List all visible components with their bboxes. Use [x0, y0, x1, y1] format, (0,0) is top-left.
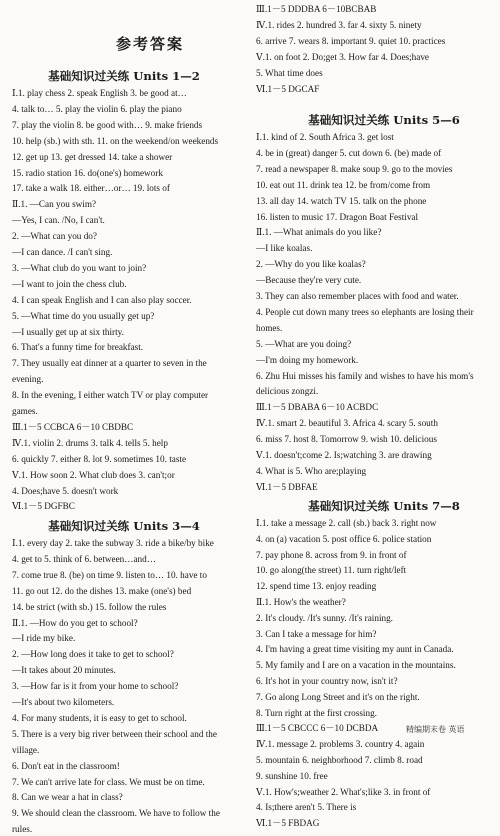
answer-line: 12. spend time 13. enjoy reading [256, 581, 377, 592]
answer-line: 5. —What are you doing? [256, 338, 352, 349]
answer-line: 7. play the violin 8. be good with… 9. make friends [12, 119, 203, 130]
answer-line: Ⅰ.1. take a message 2. call (sb.) back 3. right now [256, 518, 437, 528]
answer-line: 5. mountain 6. neighborhood 7. climb 8. road [256, 755, 423, 765]
answer-line: 3. —What club do you want to join? [12, 262, 147, 273]
answer-line: Ⅳ.1. rides 2. hundred 3. far 4. sixty 5. ninety [256, 19, 422, 30]
answer-line: 9. sunshine 10. free [256, 770, 328, 781]
answer-line: 8. Can we wear a hat in class? [12, 792, 123, 803]
answer-line: Ⅴ.1. on foot 2. Do;get 3. How far 4. Does;have [256, 51, 429, 62]
answer-line: 5. What time does [256, 67, 323, 78]
answer-line: —I can dance. /I can't sing. [12, 247, 113, 257]
answer-line: homes. [256, 322, 283, 333]
answer-line: Ⅲ.1－5 DDDBA 6－10BCBAB [256, 4, 377, 14]
section-heading: 基础知识过关练 Units 1—2 [48, 69, 200, 83]
answer-line: —I usually get up at six thirty. [12, 326, 124, 337]
page-footer: 精编期末卷 英语 [406, 725, 465, 734]
answer-line: Ⅰ.1. kind of 2. South Africa 3. get lost [256, 132, 394, 142]
section-heading: 基础知识过关练 Units 7—8 [308, 499, 460, 513]
answer-line: —Yes, I can. /No, I can't. [12, 215, 105, 226]
answer-line: 4. Is;there aren't 5. There is [256, 802, 357, 813]
answer-line: 4. What is 5. Who are;playing [256, 465, 367, 476]
answer-line: 7. come true 8. (be) on time 9. listen to… 10. have to [12, 569, 207, 580]
answer-line: 7. We can't arrive late for class. We must be on time. [12, 776, 205, 787]
answer-line: Ⅲ.1－5 DBABA 6－10 ACBDC [256, 402, 379, 413]
answer-line: 2. —How long does it take to get to school? [12, 649, 174, 660]
answer-line: 8. In the evening, I either watch TV or play computer [12, 390, 209, 401]
answer-line: Ⅱ.1. How's the weather? [256, 597, 346, 607]
answer-line: 7. read a newspaper 8. make soup 9. go to the movies [256, 163, 453, 174]
answer-line: 11. go out 12. do the dishes 13. make (one's) bed [12, 585, 192, 596]
answer-line: 16. listen to music 17. Dragon Boat Festival [256, 211, 419, 222]
answer-line: 4. Does;have 5. doesn't work [12, 485, 119, 496]
answer-line: Ⅵ.1－5 DBFAE [256, 481, 318, 492]
answer-line: 12. get up 13. get dressed 14. take a shower [12, 151, 173, 162]
answer-line: village. [12, 744, 40, 755]
page-title: 参考答案 [115, 35, 184, 53]
answer-line: 15. radio station 16. do(one's) homework [12, 167, 163, 178]
answer-line: 6. It's hot in your country now, isn't it? [256, 676, 398, 686]
answer-line: 4. get to 5. think of 6. between…and… [12, 553, 156, 564]
answer-line: 4. People cut down many trees so elephants are losing their [256, 306, 474, 317]
answer-line: Ⅲ.1－5 CBCCC 6－10 DCBDA [256, 723, 379, 734]
answer-line: Ⅱ.1. —How do you get to school? [12, 617, 138, 628]
answer-line: 5. My family and I are on a vacation in the mountains. [256, 660, 456, 671]
answer-line: Ⅵ.1－5 DGFBC [12, 501, 75, 512]
answer-line: Ⅰ.1. play chess 2. speak English 3. be good at… [12, 88, 187, 98]
answer-line: 10. help (sb.) with sth. 11. on the weekend/on weekends [12, 135, 219, 146]
answer-line: 7. Go along Long Street and it's on the right. [256, 691, 420, 702]
answer-line: 10. eat out 11. drink tea 12. be from/come from [256, 179, 431, 190]
answer-line: 7. They usually eat dinner at a quarter to seven in the [12, 358, 207, 369]
answer-line: 2. —Why do you like koalas? [256, 259, 366, 270]
answer-line: Ⅳ.1. message 2. problems 3. country 4. again [256, 739, 425, 750]
answer-line: —It takes about 20 minutes. [12, 665, 116, 676]
answer-line: games. [12, 406, 38, 416]
answer-line: 17. take a walk 18. either…or… 19. lots of [12, 183, 170, 194]
answer-line: 5. —What time do you usually get up? [12, 310, 155, 321]
answer-line: 13. all day 14. watch TV 15. talk on the phone [256, 195, 427, 206]
answer-line: Ⅴ.1. How's;weather 2. What's;like 3. in front of [256, 786, 431, 797]
answer-line: —Because they're very cute. [256, 275, 362, 286]
answer-line: 4. talk to… 5. play the violin 6. play the piano [12, 103, 182, 114]
answer-line: 6. quickly 7. either 8. lot 9. sometimes 10. taste [12, 453, 187, 464]
answer-line: 4. I'm having a great time visiting my aunt in Canada. [256, 644, 454, 655]
answer-line: —I want to join the chess club. [12, 278, 127, 289]
answer-line: Ⅵ.1－5 FBDAG [256, 818, 320, 829]
section-heading: 基础知识过关练 Units 3—4 [48, 519, 200, 533]
answer-line: 14. be strict (with sb.) 15. follow the rules [12, 601, 167, 612]
answer-line: 2. It's cloudy. /It's sunny. /It's raining. [256, 612, 393, 623]
section-heading: 基础知识过关练 Units 5—6 [308, 113, 460, 127]
answer-line: rules. [12, 824, 33, 835]
answer-line: 4. For many students, it is easy to get to school. [12, 712, 187, 723]
answer-line: Ⅱ.1. —What animals do you like? [256, 227, 382, 238]
answer-line: 7. pay phone 8. across from 9. in front of [256, 549, 407, 560]
answer-line: 6. Don't eat in the classroom! [12, 760, 120, 771]
answer-line: 4. I can speak English and I can also play soccer. [12, 294, 192, 305]
answer-line: 9. We should clean the classroom. We have to follow the [12, 808, 220, 819]
answer-line: evening. [12, 374, 44, 385]
answer-line: —It's about two kilometers. [12, 697, 115, 707]
answer-line: —I'm doing my homework. [256, 354, 359, 365]
answer-line: 3. Can I take a message for him? [256, 628, 377, 639]
answer-line: Ⅳ.1. violin 2. drums 3. talk 4. tells 5. help [12, 437, 168, 448]
answer-line: Ⅴ.1. doesn't;come 2. Is;watching 3. are drawing [256, 450, 432, 460]
answer-line: 3. They can also remember places with food and water. [256, 291, 459, 301]
answer-line: —I ride my bike. [12, 633, 76, 644]
answer-line: 6. miss 7. host 8. Tomorrow 9. wish 10. delicious [256, 434, 437, 445]
answer-line: Ⅵ.1－5 DGCAF [256, 83, 320, 94]
answer-line: —I like koalas. [256, 243, 313, 254]
answer-line: 6. arrive 7. wears 8. important 9. quiet 10. practices [256, 35, 446, 46]
answer-line: 2. —What can you do? [12, 231, 97, 242]
answer-line: Ⅱ.1. —Can you swim? [12, 199, 97, 210]
answer-line: Ⅳ.1. smart 2. beautiful 3. Africa 4. scary 5. south [256, 418, 438, 429]
answer-line: delicious zongzi. [256, 386, 319, 397]
answer-line: 10. go along(the street) 11. turn right/left [256, 565, 407, 576]
answer-line: 6. Zhu Hui misses his family and wishes to have his mom's [256, 370, 474, 381]
answer-line: 4. on (a) vacation 5. post office 6. police station [256, 533, 432, 544]
answer-line: Ⅲ.1－5 CCBCA 6－10 CBDBC [12, 421, 134, 432]
answer-line: Ⅰ.1. every day 2. take the subway 3. ride a bike/by bike [12, 538, 214, 548]
answer-line: Ⅴ.1. How soon 2. What club does 3. can't;or [12, 469, 175, 480]
answer-line: 8. Turn right at the first crossing. [256, 707, 377, 718]
answer-line: 5. There is a very big river between their school and the [12, 728, 217, 739]
answer-line: 4. be in (great) danger 5. cut down 6. (be) made of [256, 147, 442, 158]
answer-line: 3. —How far is it from your home to school? [12, 681, 179, 692]
answer-line: 6. That's a funny time for breakfast. [12, 342, 144, 353]
